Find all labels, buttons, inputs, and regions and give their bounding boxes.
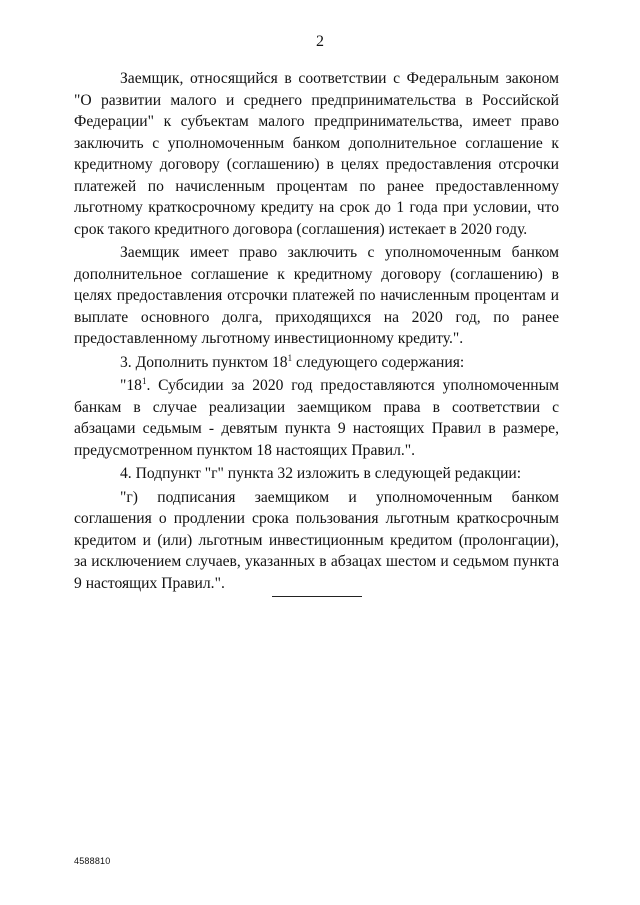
document-body xyxy=(74,68,559,596)
superscript-1: 1 xyxy=(287,352,293,363)
paragraph-point-18-1-body: . Субсидии за 2020 год предоставляются уполномоченным банкам в случае реализации заемщиком права в соответствии с абзацами седьмым - девятым пункта 9 настоящих Правил в размере, предусмотренном пунктом 18 настоящих Правил.". xyxy=(74,377,559,459)
document-id: 4588810 xyxy=(74,856,111,866)
paragraph-point-18-1-subsidies xyxy=(74,375,559,461)
page-number: 2 xyxy=(316,33,324,50)
paragraph-add-point-18-1 xyxy=(74,352,559,374)
paragraph-add-point-18-1-tail: следующего содержания: xyxy=(292,353,465,371)
paragraph-add-point-18-1-text: 3. Дополнить пунктом 18 xyxy=(120,353,288,371)
end-separator-line xyxy=(272,596,362,597)
paragraph-borrower-investment-credit: Заемщик имеет право заключить с уполномоченным банком дополнительное соглашение к кредитному договору (соглашению) в целях предоставления отсрочки платежей по начисленным процентам и выплате основного долга, приходящихся на 2020 год, по ранее предоставленному льготному инвестиционному кредиту.". xyxy=(74,244,559,347)
paragraph-subpoint-g-point-32: 4. Подпункт "г" пункта 32 изложить в следующей редакции: xyxy=(120,465,522,482)
paragraph-point-18-1-lead: "18 xyxy=(120,377,142,394)
paragraph-subpoint-g-text: "г) подписания заемщиком и уполномоченным банком соглашения о продлении срока пользования льготным краткосрочным кредитом и (или) льготным инвестиционным кредитом (пролонгации), за исключением случаев, указанных в абзацах шестом и седьмом пункта 9 настоящих Правил.". xyxy=(74,488,559,592)
paragraph-borrower-small-business: Заемщик, относящийся в соответствии с Федеральным законом "О развитии малого и среднего предпринимательства в Российской Федерации" к субъектам малого предпринимательства, имеет право заключить с уполномоченным банком дополнительное соглашение к кредитному договору (соглашению) в целях предоставления отсрочки платежей по начисленным процентам по ранее предоставленному льготному краткосрочному кредиту на срок до 1 года при условии, что срок такого кредитного договора (соглашения) истекает в 2020 году. xyxy=(74,70,559,238)
superscript-1: 1 xyxy=(141,375,147,386)
